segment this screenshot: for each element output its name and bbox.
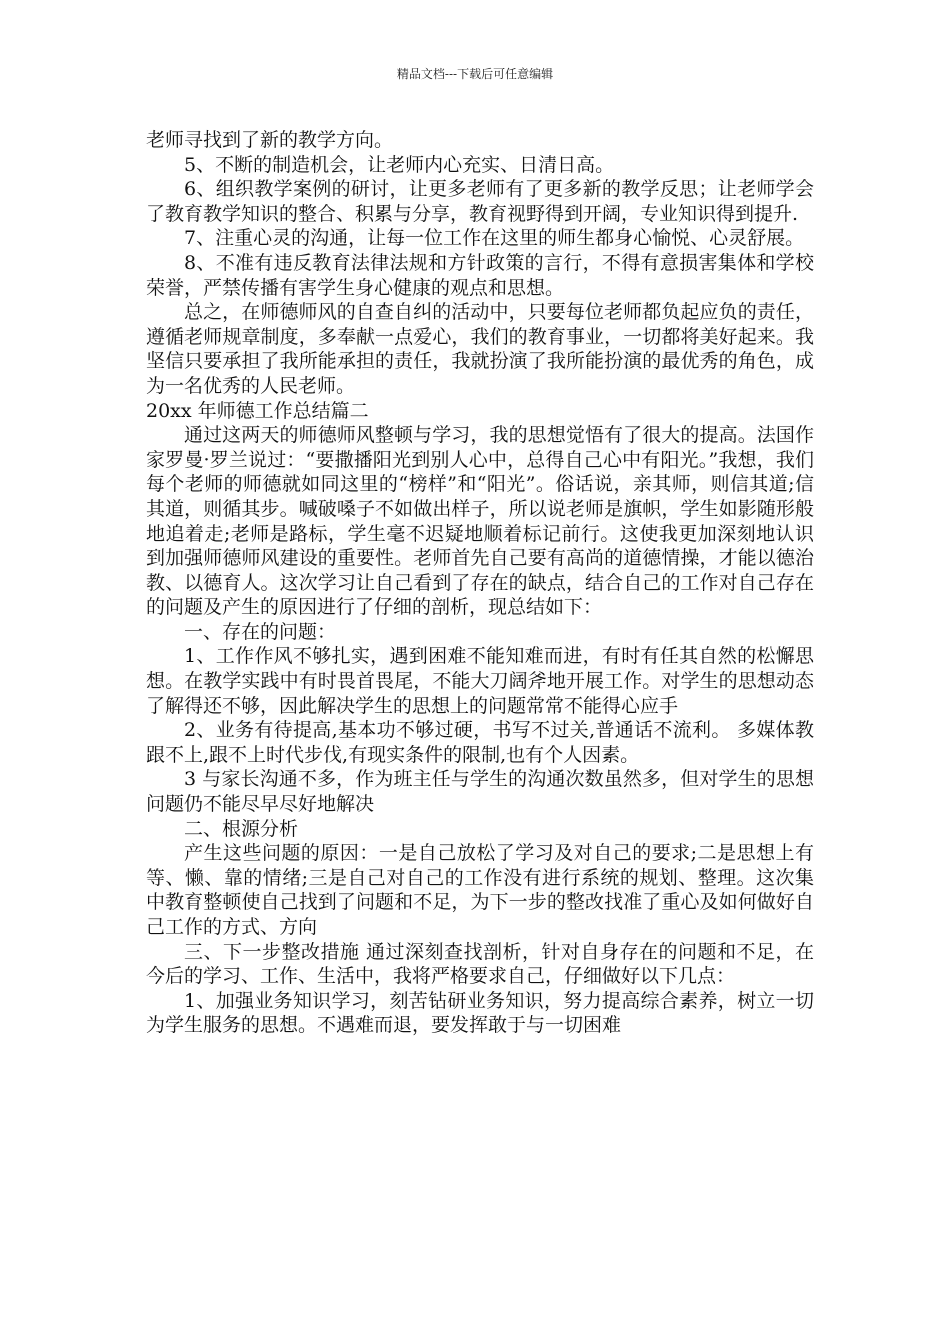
- paragraph-1: 5、不断的制造机会，让老师内心充实、日清日高。: [184, 153, 615, 176]
- paragraph-14: 三、下一步整改措施 通过深刻查找剖析，针对自身存在的问题和不足，在今后的学习、工作、生活中，我将严格要求自己，仔细做好以下几点：: [146, 940, 814, 988]
- paragraph-13: 产生这些问题的原因：一是自己放松了学习及对自己的要求;二是思想上有等、懒、靠的情绪;三是自己对自己的工作没有进行系统的规划、整理。这次集中教育整顿使自己找到了问题和不足，为下一步的整改找准了重心及如何做好自己工作的方式、方向: [146, 842, 814, 938]
- paragraph-10: 2、业务有待提高,基本功不够过硬，书写不过关,普通话不流利。 多媒体教跟不上,跟不上时代步伐,有现实条件的限制,也有个人因素。: [146, 719, 814, 766]
- paragraph-3: 7、注重心灵的沟通，让每一位工作在这里的师生都身心愉悦、心灵舒展。: [184, 227, 805, 250]
- paragraph-9: 1、工作作风不够扎实，遇到困难不能知难而进，有时有任其自然的松懈思想。在教学实践中有时畏首畏尾，不能大刀阔斧地开展工作。对学生的思想动态了解得还不够，因此解决学生的思想上的问题常常不能得心应手: [146, 645, 814, 717]
- document-body: [146, 128, 814, 1038]
- paragraph-4: 8、不准有违反教育法律法规和方针政策的言行，不得有意损害集体和学校荣誉，严禁传播有害学生身心健康的观点和思想。: [146, 251, 814, 299]
- paragraph-8: 一、存在的问题：: [184, 620, 337, 643]
- page-header: 精品文档---下载后可任意编辑: [396, 67, 554, 81]
- paragraph-2: 6、组织教学案例的研讨，让更多老师有了更多新的教学反思；让老师学会了教育教学知识的整合、积累与分享，教育视野得到开阔，专业知识得到提升.: [146, 178, 814, 225]
- paragraph-0: 老师寻找到了新的教学方向。: [146, 129, 394, 151]
- section-heading: 20xx 年师德工作总结篇二: [146, 399, 369, 422]
- paragraph-15: 1、加强业务知识学习，刻苦钻研业务知识，努力提高综合素养，树立一切为学生服务的思想。不遇难而退，要发挥敢于与一切困难: [146, 989, 814, 1037]
- paragraph-7: 通过这两天的师德师风整顿与学习，我的思想觉悟有了很大的提高。法国作家罗曼·罗兰说过：“要撒播阳光到别人心中，总得自己心中有阳光。”我想，我们每个老师的师德就如同这里的“榜样”和“阳光”。俗话说，亲其师，则信其道;信其道，则循其步。喊破嗓子不如做出样子，所以说老师是旗帜，学生如影随形般地追着走;老师是路标，学生毫不迟疑地顺着标记前行。这使我更加深刻地认识到加强师德师风建设的重要性。老师首先自己要有高尚的道德情操，才能以德治教、以德育人。这次学习让自己看到了存在的缺点，结合自己的工作对自己存在的问题及产生的原因进行了仔细的剖析，现总结如下：: [146, 424, 814, 619]
- paragraph-12: 二、根源分析: [184, 817, 299, 840]
- paragraph-5: 总之，在师德师风的自查自纠的活动中，只要每位老师都负起应负的责任，遵循老师规章制度，多奉献一点爱心，我们的教育事业，一切都将美好起来。我坚信只要承担了我所能承担的责任，我就扮演了我所能扮演的最优秀的角色，成为一名优秀的人民老师。: [146, 301, 814, 397]
- paragraph-11: 3 与家长沟通不多，作为班主任与学生的沟通次数虽然多，但对学生的思想问题仍不能尽早尽好地解决: [146, 768, 814, 816]
